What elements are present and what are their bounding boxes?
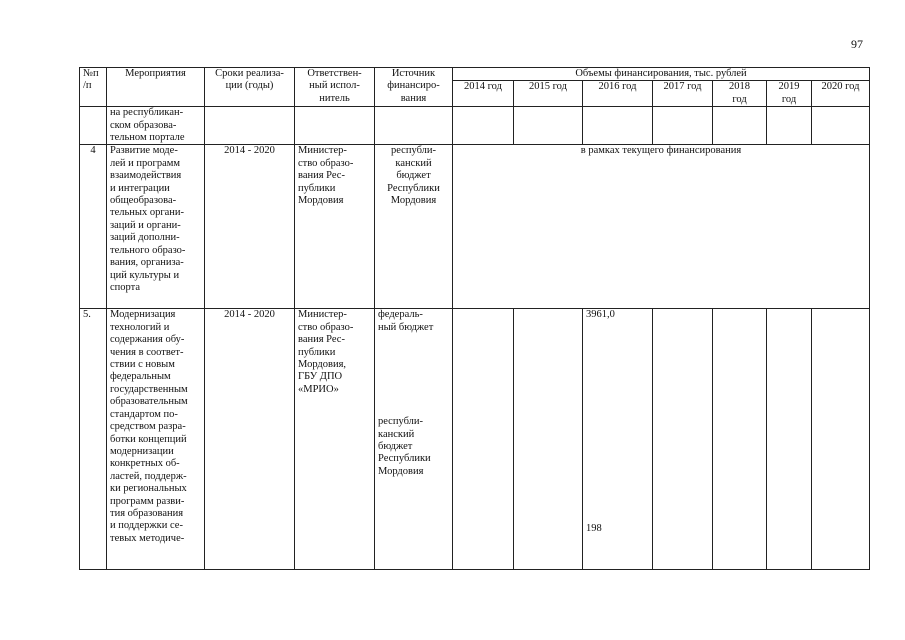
header-terms: Сроки реализа- ции (годы) bbox=[205, 68, 295, 107]
source-regional: республи- канский бюджет Республики Мордовия bbox=[378, 416, 431, 477]
header-activity: Мероприятия bbox=[107, 68, 205, 107]
cell-value bbox=[653, 107, 713, 145]
header-funding-group: Объемы финансирования, тыс. рублей bbox=[453, 68, 870, 81]
cell-terms: 2014 - 2020 bbox=[205, 145, 295, 309]
cell-terms bbox=[205, 107, 295, 145]
cell-executor bbox=[295, 107, 375, 145]
cell-value bbox=[514, 107, 583, 145]
cell-activity: на республикан- ском образова- тельном портале bbox=[107, 107, 205, 145]
table-row bbox=[80, 309, 870, 570]
funding-table bbox=[79, 67, 870, 570]
cell-value-2016 bbox=[583, 309, 653, 570]
cell-executor: Министер- ство образо- вания Рес- публики Мордовия bbox=[295, 145, 375, 309]
cell-activity: Модернизация технологий и содержания обу- чения в соответ- ствии с новым федеральным государственным образовательным стандартом по- средством разра- ботки концепций модернизации конкретных об- ластей, поддерж- ки региональных программ разви- тия образования и поддержки се- тевых методиче- bbox=[107, 309, 205, 570]
cell-value bbox=[767, 107, 812, 145]
cell-terms: 2014 - 2020 bbox=[205, 309, 295, 570]
cell-value bbox=[713, 107, 767, 145]
value-2016-federal: 3961,0 bbox=[586, 309, 615, 321]
source-federal: федераль- ный бюджет bbox=[378, 309, 434, 333]
cell-source: республи- канский бюджет Республики Мордовия bbox=[375, 145, 453, 309]
page-number: 97 bbox=[851, 37, 863, 51]
header-year: 2018 год bbox=[713, 81, 767, 107]
cell-value bbox=[583, 107, 653, 145]
header-executor: Ответствен- ный испол- нитель bbox=[295, 68, 375, 107]
header-year: 2016 год bbox=[583, 81, 653, 107]
cell-value bbox=[713, 309, 767, 570]
header-number: №п /п bbox=[80, 68, 107, 107]
cell-source bbox=[375, 107, 453, 145]
cell-activity: Развитие моде- лей и программ взаимодействия и интеграции общеобразова- тельных органи- заций и органи- заций дополни- тельного образо- вания, организа- ций культуры и спорта bbox=[107, 145, 205, 309]
cell-merged-funding-note: в рамках текущего финансирования bbox=[453, 145, 870, 309]
cell-number: 5. bbox=[80, 309, 107, 570]
header-year: 2014 год bbox=[453, 81, 514, 107]
cell-value bbox=[653, 309, 713, 570]
cell-number bbox=[80, 107, 107, 145]
cell-source bbox=[375, 309, 453, 570]
cell-value bbox=[453, 309, 514, 570]
cell-value bbox=[514, 309, 583, 570]
cell-value bbox=[812, 309, 870, 570]
header-year: 2019 год bbox=[767, 81, 812, 107]
table-row bbox=[80, 107, 870, 145]
table-row bbox=[80, 145, 870, 309]
cell-value bbox=[812, 107, 870, 145]
cell-value bbox=[453, 107, 514, 145]
header-year: 2020 год bbox=[812, 81, 870, 107]
header-year: 2017 год bbox=[653, 81, 713, 107]
value-2016-regional: 198 bbox=[586, 522, 602, 534]
header-row-top bbox=[80, 68, 870, 81]
header-year: 2015 год bbox=[514, 81, 583, 107]
cell-executor: Министер- ство образо- вания Рес- публики Мордовия, ГБУ ДПО «МРИО» bbox=[295, 309, 375, 570]
cell-value bbox=[767, 309, 812, 570]
header-source: Источник финансиро- вания bbox=[375, 68, 453, 107]
cell-number: 4 bbox=[80, 145, 107, 309]
